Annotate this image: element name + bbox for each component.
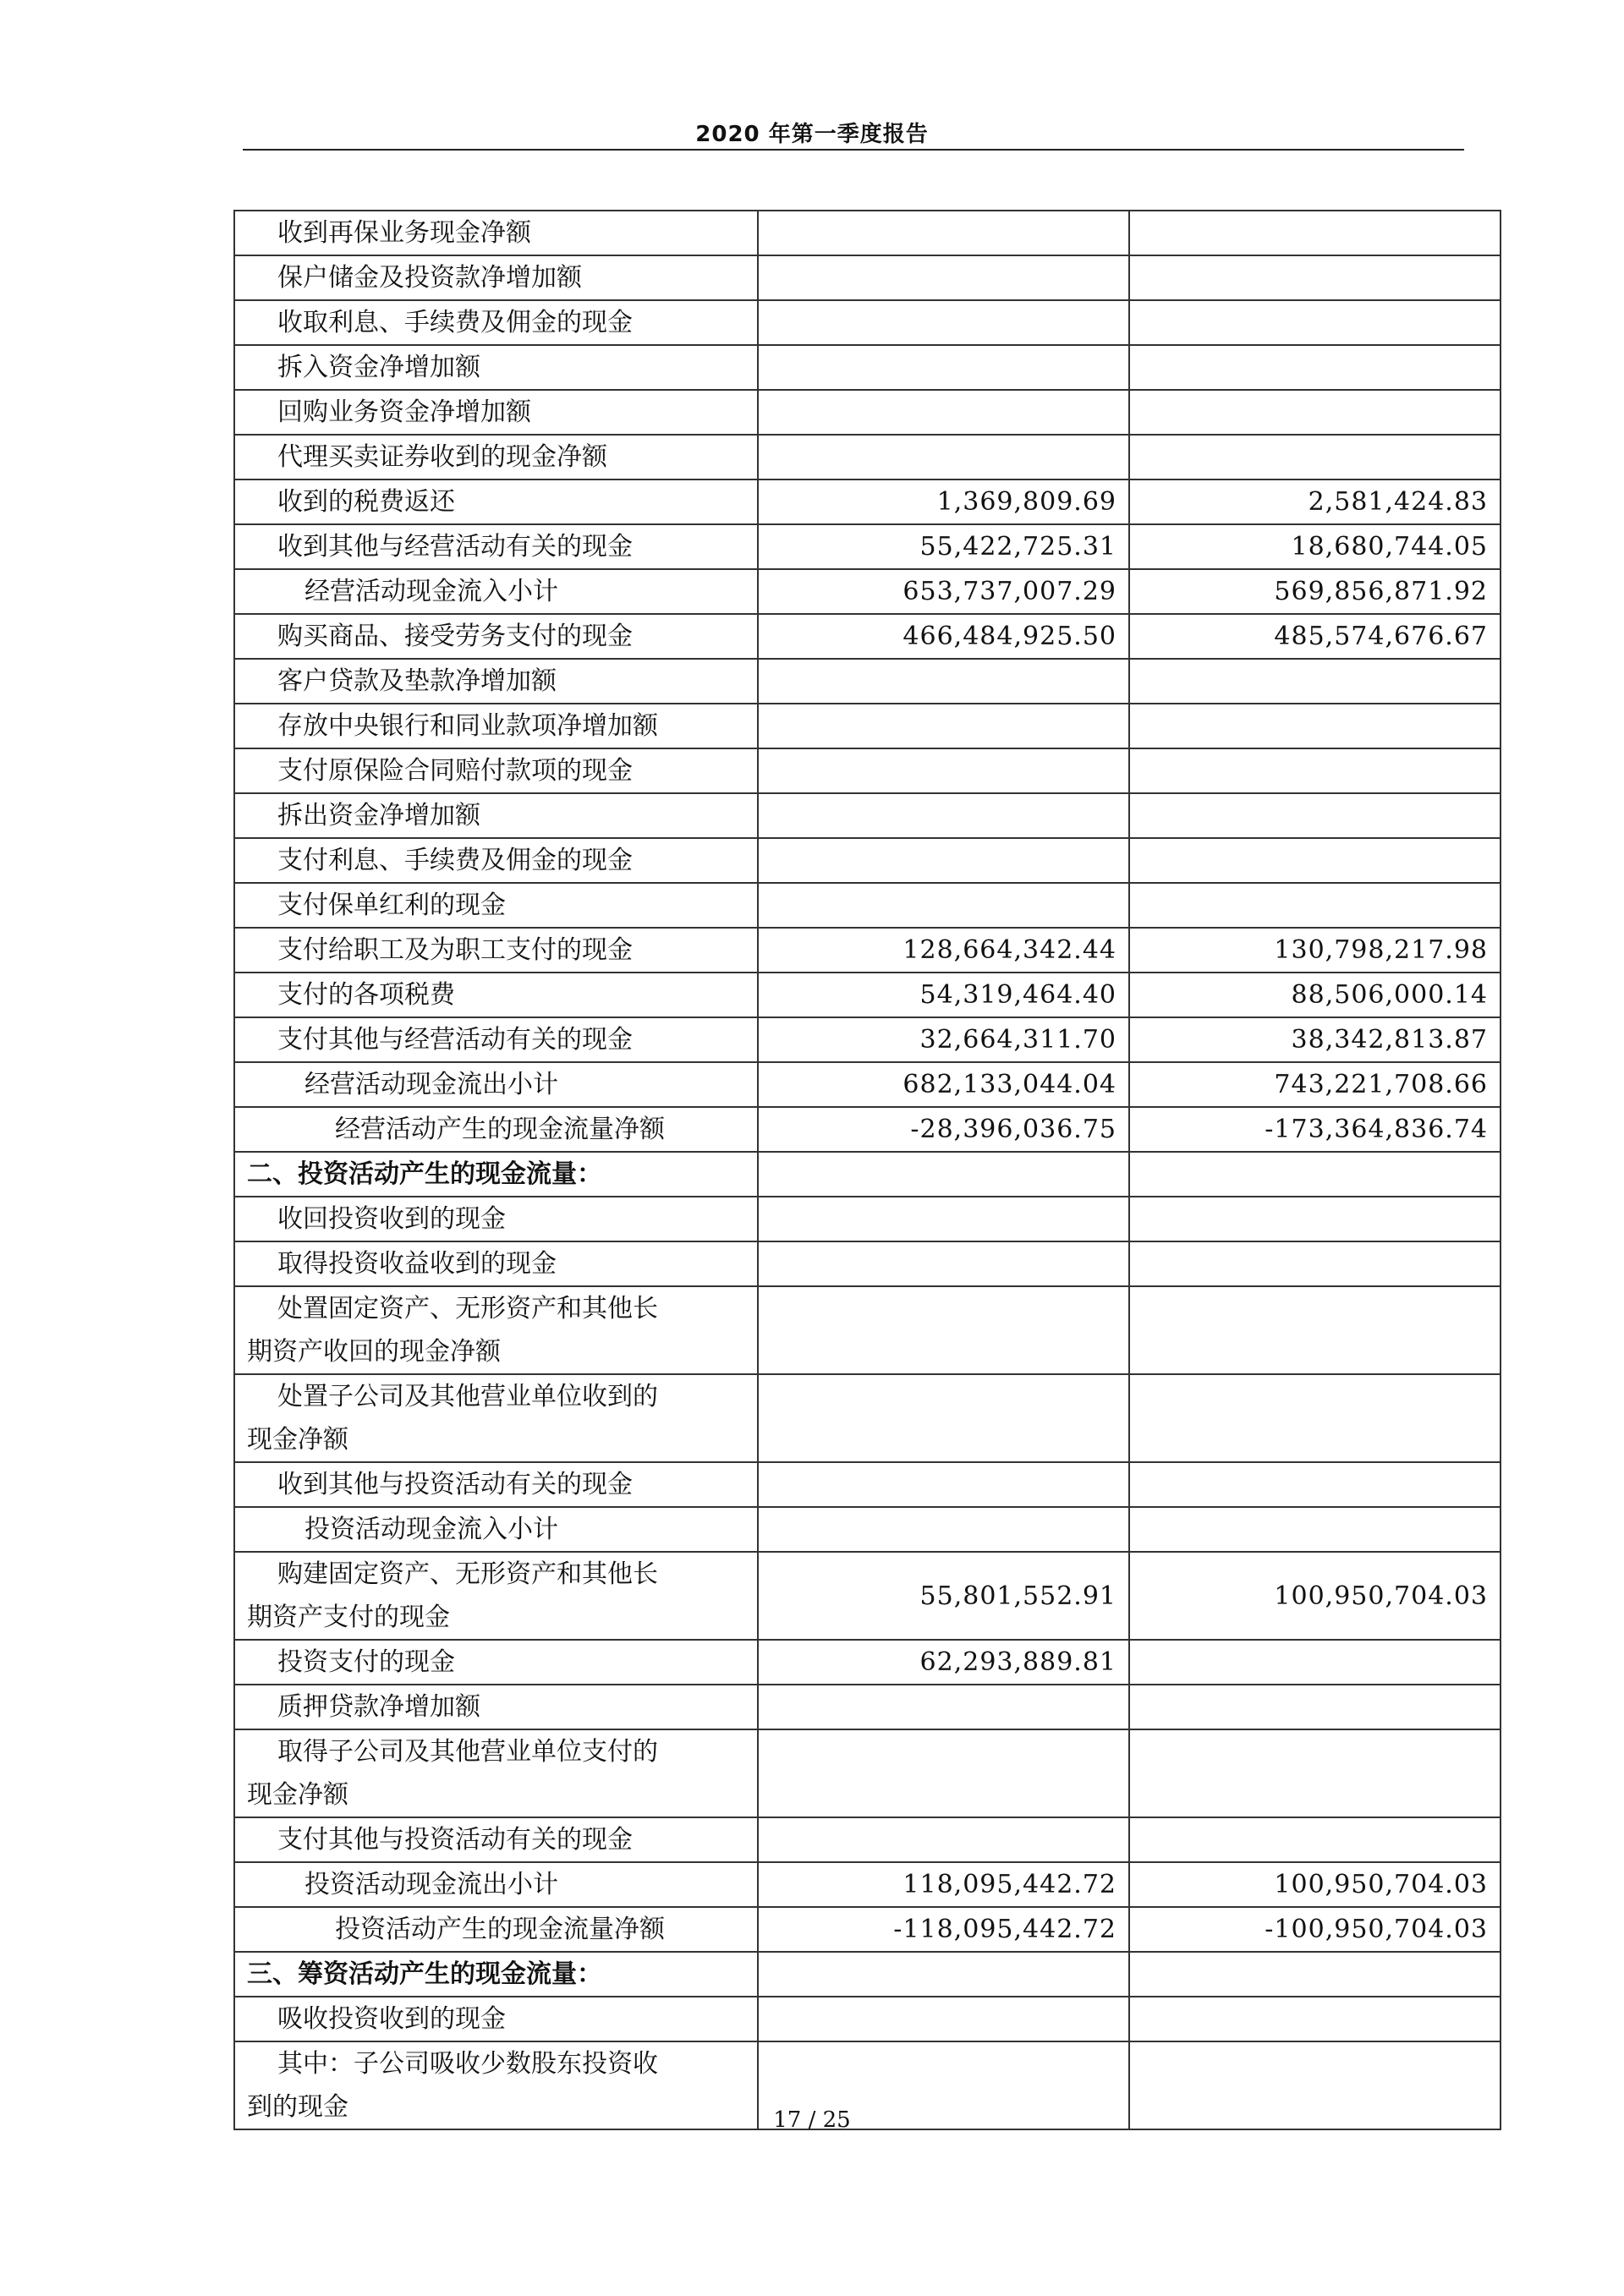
table-row xyxy=(234,1197,1501,1241)
table-row xyxy=(234,1640,1501,1685)
current-period-amount xyxy=(758,1685,1129,1729)
current-period-amount: 32,664,311.70 xyxy=(758,1017,1129,1062)
previous-period-amount xyxy=(1129,345,1501,390)
row-label: 质押贷款净增加额 xyxy=(277,1692,480,1722)
previous-period-amount xyxy=(1129,1286,1501,1374)
previous-period-amount xyxy=(1129,211,1501,255)
current-period-amount xyxy=(758,345,1129,390)
current-period-amount xyxy=(758,1997,1129,2041)
row-label: 投资活动现金流出小计 xyxy=(304,1870,558,1899)
previous-period-amount xyxy=(1129,659,1501,704)
table-row xyxy=(234,255,1501,300)
previous-period-amount xyxy=(1129,1729,1501,1817)
row-label-cell xyxy=(234,704,758,748)
previous-period-amount: 88,506,000.14 xyxy=(1129,973,1501,1017)
row-label-cell xyxy=(234,1286,758,1374)
previous-period-amount: 100,950,704.03 xyxy=(1129,1552,1501,1640)
row-label-cell xyxy=(234,748,758,793)
row-label: 支付原保险合同赔付款项的现金 xyxy=(277,756,633,786)
row-label: 保户储金及投资款净增加额 xyxy=(277,263,582,293)
table-row xyxy=(234,1907,1501,1952)
row-label-line1: 处置固定资产、无形资产和其他长 xyxy=(277,1294,658,1323)
previous-period-amount xyxy=(1129,793,1501,838)
row-label-cell xyxy=(234,255,758,300)
row-label: 代理买卖证券收到的现金净额 xyxy=(277,442,607,472)
table-row xyxy=(234,704,1501,748)
row-label-cell xyxy=(234,1197,758,1241)
row-label: 支付利息、手续费及佣金的现金 xyxy=(277,846,633,875)
row-label: 收到的税费返还 xyxy=(277,487,455,517)
table-row xyxy=(234,524,1501,569)
row-label: 支付给职工及为职工支付的现金 xyxy=(277,935,633,965)
row-label-line2: 现金净额 xyxy=(247,1780,348,1810)
previous-period-amount: 130,798,217.98 xyxy=(1129,928,1501,973)
row-label-cell xyxy=(234,1552,758,1640)
row-label-line2: 到的现金 xyxy=(247,2092,348,2122)
row-label: 收到其他与经营活动有关的现金 xyxy=(277,532,633,562)
current-period-amount xyxy=(758,255,1129,300)
row-label: 吸收投资收到的现金 xyxy=(277,2004,506,2034)
previous-period-amount: -100,950,704.03 xyxy=(1129,1907,1501,1952)
row-label: 收到其他与投资活动有关的现金 xyxy=(277,1470,633,1499)
cash-flow-table xyxy=(233,210,1501,2130)
previous-period-amount: 2,581,424.83 xyxy=(1129,479,1501,524)
row-label: 收回投资收到的现金 xyxy=(277,1204,506,1234)
previous-period-amount: -173,364,836.74 xyxy=(1129,1107,1501,1152)
previous-period-amount: 38,342,813.87 xyxy=(1129,1017,1501,1062)
row-label: 投资支付的现金 xyxy=(277,1647,455,1677)
table-row xyxy=(234,1062,1501,1107)
row-label-cell xyxy=(234,883,758,928)
current-period-amount: 682,133,044.04 xyxy=(758,1062,1129,1107)
table-row xyxy=(234,973,1501,1017)
report-header-title: 2020 年第一季度报告 xyxy=(695,122,929,147)
row-label-cell xyxy=(234,569,758,614)
table-row xyxy=(234,569,1501,614)
current-period-amount: 55,422,725.31 xyxy=(758,524,1129,569)
table-row xyxy=(234,1817,1501,1862)
current-period-amount: 1,369,809.69 xyxy=(758,479,1129,524)
table-row xyxy=(234,1462,1501,1507)
row-label-cell xyxy=(234,928,758,973)
row-label-cell xyxy=(234,838,758,883)
table-row xyxy=(234,1552,1501,1640)
row-label-cell xyxy=(234,1640,758,1685)
current-period-amount xyxy=(758,1197,1129,1241)
current-period-amount xyxy=(758,1462,1129,1507)
current-period-amount: 466,484,925.50 xyxy=(758,614,1129,659)
current-period-amount xyxy=(758,1241,1129,1286)
table-row xyxy=(234,390,1501,435)
current-period-amount xyxy=(758,390,1129,435)
row-label-cell xyxy=(234,1152,758,1197)
previous-period-amount xyxy=(1129,704,1501,748)
row-label: 取得投资收益收到的现金 xyxy=(277,1249,557,1279)
current-period-amount xyxy=(758,1817,1129,1862)
row-label-cell xyxy=(234,973,758,1017)
current-period-amount xyxy=(758,883,1129,928)
row-label-cell xyxy=(234,1507,758,1552)
table-row xyxy=(234,211,1501,255)
row-label-line1: 处置子公司及其他营业单位收到的 xyxy=(277,1382,658,1411)
row-label-cell xyxy=(234,1907,758,1952)
row-label-cell xyxy=(234,524,758,569)
row-label-cell xyxy=(234,1997,758,2041)
row-label-cell xyxy=(234,211,758,255)
current-period-amount: 55,801,552.91 xyxy=(758,1552,1129,1640)
row-label: 投资活动现金流入小计 xyxy=(304,1515,558,1544)
table-row xyxy=(234,793,1501,838)
page-number: 17 / 25 xyxy=(773,2107,851,2133)
header-divider xyxy=(243,149,1464,151)
row-label-line2: 现金净额 xyxy=(247,1425,348,1455)
row-label-line2: 期资产支付的现金 xyxy=(247,1603,450,1632)
row-label-line1: 购建固定资产、无形资产和其他长 xyxy=(277,1559,658,1589)
previous-period-amount xyxy=(1129,1374,1501,1462)
row-label-cell xyxy=(234,1952,758,1997)
row-label: 拆出资金净增加额 xyxy=(277,801,480,830)
row-label: 购买商品、接受劳务支付的现金 xyxy=(277,622,633,651)
previous-period-amount xyxy=(1129,1152,1501,1197)
row-label: 二、投资活动产生的现金流量： xyxy=(247,1159,602,1189)
current-period-amount xyxy=(758,1286,1129,1374)
row-label-cell xyxy=(234,1017,758,1062)
previous-period-amount xyxy=(1129,1507,1501,1552)
previous-period-amount: 485,574,676.67 xyxy=(1129,614,1501,659)
row-label-cell xyxy=(234,614,758,659)
current-period-amount xyxy=(758,1374,1129,1462)
table-row xyxy=(234,345,1501,390)
previous-period-amount: 18,680,744.05 xyxy=(1129,524,1501,569)
current-period-amount xyxy=(758,1952,1129,1997)
current-period-amount xyxy=(758,793,1129,838)
current-period-amount xyxy=(758,659,1129,704)
current-period-amount: 54,319,464.40 xyxy=(758,973,1129,1017)
row-label: 三、筹资活动产生的现金流量： xyxy=(247,1959,602,1989)
current-period-amount: -28,396,036.75 xyxy=(758,1107,1129,1152)
row-label: 存放中央银行和同业款项净增加额 xyxy=(277,711,658,741)
row-label-cell xyxy=(234,479,758,524)
table-row xyxy=(234,1286,1501,1374)
row-label: 支付其他与经营活动有关的现金 xyxy=(277,1025,633,1055)
current-period-amount xyxy=(758,704,1129,748)
previous-period-amount xyxy=(1129,883,1501,928)
previous-period-amount xyxy=(1129,390,1501,435)
current-period-amount xyxy=(758,748,1129,793)
table-row xyxy=(234,838,1501,883)
table-row xyxy=(234,614,1501,659)
section-header-row xyxy=(234,1152,1501,1197)
table-row xyxy=(234,1685,1501,1729)
table-row xyxy=(234,928,1501,973)
previous-period-amount xyxy=(1129,255,1501,300)
current-period-amount xyxy=(758,1507,1129,1552)
previous-period-amount xyxy=(1129,435,1501,479)
row-label-cell xyxy=(234,1107,758,1152)
table-row xyxy=(234,883,1501,928)
current-period-amount xyxy=(758,1729,1129,1817)
table-row xyxy=(234,1107,1501,1152)
previous-period-amount xyxy=(1129,1817,1501,1862)
row-label: 收取利息、手续费及佣金的现金 xyxy=(277,308,633,337)
row-label: 经营活动现金流出小计 xyxy=(304,1070,558,1099)
current-period-amount: -118,095,442.72 xyxy=(758,1907,1129,1952)
current-period-amount: 653,737,007.29 xyxy=(758,569,1129,614)
previous-period-amount: 100,950,704.03 xyxy=(1129,1862,1501,1907)
table-row xyxy=(234,659,1501,704)
table-row xyxy=(234,1241,1501,1286)
row-label-cell xyxy=(234,1817,758,1862)
previous-period-amount xyxy=(1129,1462,1501,1507)
row-label-cell xyxy=(234,659,758,704)
previous-period-amount xyxy=(1129,300,1501,345)
row-label-cell xyxy=(234,345,758,390)
current-period-amount xyxy=(758,211,1129,255)
table-row xyxy=(234,748,1501,793)
row-label-cell xyxy=(234,1685,758,1729)
row-label: 经营活动现金流入小计 xyxy=(304,577,558,606)
row-label-cell xyxy=(234,1862,758,1907)
row-label-line1: 其中：子公司吸收少数股东投资收 xyxy=(277,2049,658,2079)
previous-period-amount: 569,856,871.92 xyxy=(1129,569,1501,614)
row-label-cell xyxy=(234,1241,758,1286)
row-label: 经营活动产生的现金流量净额 xyxy=(335,1115,665,1144)
previous-period-amount xyxy=(1129,1197,1501,1241)
row-label: 投资活动产生的现金流量净额 xyxy=(335,1915,665,1944)
row-label-cell xyxy=(234,1374,758,1462)
previous-period-amount xyxy=(1129,838,1501,883)
current-period-amount xyxy=(758,435,1129,479)
row-label: 收到再保业务现金净额 xyxy=(277,218,531,248)
row-label-cell xyxy=(234,300,758,345)
previous-period-amount xyxy=(1129,1685,1501,1729)
row-label: 支付的各项税费 xyxy=(277,980,455,1010)
section-header-row xyxy=(234,1952,1501,1997)
table-row xyxy=(234,435,1501,479)
table-row xyxy=(234,1729,1501,1817)
row-label: 回购业务资金净增加额 xyxy=(277,397,531,427)
table-row xyxy=(234,1862,1501,1907)
row-label: 支付其他与投资活动有关的现金 xyxy=(277,1825,633,1855)
table-row xyxy=(234,1374,1501,1462)
table-row xyxy=(234,1017,1501,1062)
current-period-amount xyxy=(758,1152,1129,1197)
row-label-line1: 取得子公司及其他营业单位支付的 xyxy=(277,1737,658,1767)
current-period-amount: 62,293,889.81 xyxy=(758,1640,1129,1685)
previous-period-amount xyxy=(1129,1952,1501,1997)
current-period-amount xyxy=(758,838,1129,883)
row-label: 拆入资金净增加额 xyxy=(277,353,480,382)
table-row xyxy=(234,479,1501,524)
current-period-amount: 118,095,442.72 xyxy=(758,1862,1129,1907)
table-row xyxy=(234,1997,1501,2041)
previous-period-amount xyxy=(1129,1640,1501,1685)
row-label-cell xyxy=(234,1062,758,1107)
table-row xyxy=(234,1507,1501,1552)
previous-period-amount xyxy=(1129,1241,1501,1286)
row-label-cell xyxy=(234,793,758,838)
previous-period-amount: 743,221,708.66 xyxy=(1129,1062,1501,1107)
row-label: 客户贷款及垫款净增加额 xyxy=(277,666,557,696)
row-label-line2: 期资产收回的现金净额 xyxy=(247,1337,501,1367)
cash-flow-table-body xyxy=(234,211,1501,2129)
row-label: 支付保单红利的现金 xyxy=(277,890,506,920)
row-label-cell xyxy=(234,390,758,435)
row-label-cell xyxy=(234,1729,758,1817)
row-label-cell xyxy=(234,1462,758,1507)
current-period-amount: 128,664,342.44 xyxy=(758,928,1129,973)
row-label-cell xyxy=(234,435,758,479)
previous-period-amount xyxy=(1129,748,1501,793)
current-period-amount xyxy=(758,300,1129,345)
table-row xyxy=(234,300,1501,345)
previous-period-amount xyxy=(1129,1997,1501,2041)
